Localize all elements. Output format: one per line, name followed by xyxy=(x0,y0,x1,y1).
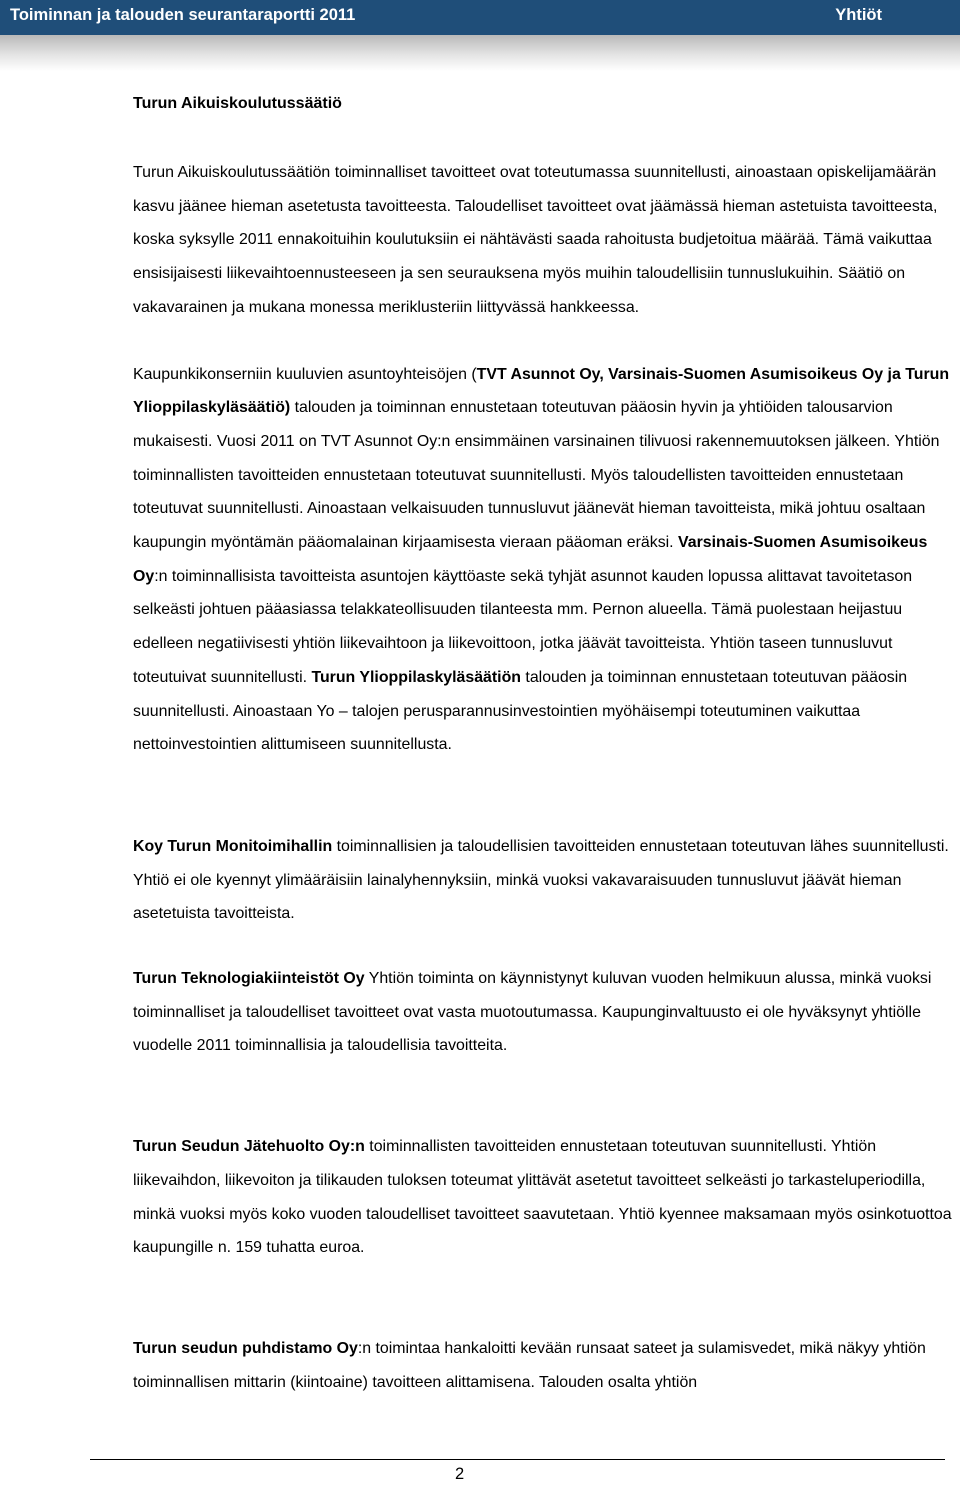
paragraph-asuntoyhteisot xyxy=(133,358,955,762)
text-run: Yhtiön toiminta on käynnistynyt kuluvan vuoden helmikuun alussa, minkä vuoksi toiminnalliset ja taloudelliset tavoitteet ovat vasta muotoutumassa. Kaupunginvaltuusto ei ole hyväksynyt yhtiölle vuodelle 2011 toiminnallisia ja taloudellisia tavoitteita. xyxy=(133,970,932,1055)
paragraph-jatehuolto xyxy=(133,1130,955,1265)
text-run: talouden ja toiminnan ennustetaan toteutuvan pääosin suunnitellusti. Ainoastaan Yo – talojen perusparannusinvestointien myöhäisempi toteutuminen vaikuttaa nettoinvestointien alittumiseen suunnitellusta. xyxy=(133,668,908,754)
company-name-bold: TVT Asunnot Oy, Varsinais-Suomen Asumisoikeus Oy ja Turun Ylioppilaskyläsäätiö) xyxy=(133,365,950,417)
footer-divider xyxy=(90,1459,945,1460)
paragraph-aikuiskoulutus xyxy=(133,156,955,325)
document-body xyxy=(133,92,955,1399)
company-name-bold: Varsinais-Suomen Asumisoikeus Oy xyxy=(133,534,928,585)
paragraph-puhdistamo xyxy=(133,1332,955,1399)
page-number: 2 xyxy=(455,1465,465,1483)
section-title: Yhtiöt xyxy=(835,6,882,24)
text-run: Turun Aikuiskoulutussäätiön toiminnalliset tavoitteet ovat toteutumassa suunnitellusti, ainoastaan opiskelijamäärän kasvu jäänee hieman asetetusta tavoitteesta. Taloudelliset tavoitteet ovat jäämässä hieman astetuista tavoitteesta, koska syksylle 2011 ennakoituihin koulutuksiin ei nähtävästi saada rahoitusta budjetoitua määrää. Tämä vaikuttaa ensisijaisesti liikevaihtoennusteeseen ja sen seurauksena myös muihin taloudellisiin tunnuslukuihin. Säätiö on vakavarainen ja mukana monessa meriklusteriin liittyvässä hankkeessa. xyxy=(133,164,938,316)
paragraph-monitoimihalli xyxy=(133,830,955,931)
company-name-bold: Turun seudun puhdistamo Oy xyxy=(133,1339,358,1357)
header-gradient-band xyxy=(0,35,960,71)
company-name-bold: Koy Turun Monitoimihallin xyxy=(133,837,333,855)
report-title: Toiminnan ja talouden seurantaraportti 2011 xyxy=(10,6,356,24)
text-run: toiminnallisien ja taloudellisien tavoitteiden ennustetaan toteutuvan lähes suunnitellusti. Yhtiö ei ole kyennyt ylimääräisiin lainalyhennyksiin, minkä vuoksi vakavaraisuuden tunnusluvut jäävät hieman asetetuista tavoitteista. xyxy=(133,837,949,923)
page-header xyxy=(0,0,960,35)
paragraph-teknologiakiinteistot xyxy=(133,962,955,1063)
company-name-bold: Turun Ylioppilaskyläsäätiön xyxy=(311,668,522,686)
text-run: :n toimintaa hankaloitti kevään runsaat sateet ja sulamisvedet, mikä näkyy yhtiön toiminnallisen mittarin (kiintoaine) tavoitteen alittamisena. Talouden osalta yhtiön xyxy=(133,1339,926,1391)
text-run: toiminnallisten tavoitteiden ennustetaan toteutuvan suunnitellusti. Yhtiön liikevaihdon, liikevoiton ja tilikauden tuloksen toteumat ylittävät asetetut tavoitteet selkeästi jo tarkasteluperiodilla, minkä vuoksi myös koko vuoden taloudelliset tavoitteet saavutetaan. Yhtiö kyennee maksamaan myös osinkotuottoa kaupungille n. 159 tuhatta euroa. xyxy=(133,1138,952,1257)
company-name-bold: Turun Teknologiakiinteistöt Oy xyxy=(133,970,365,988)
text-run: talouden ja toiminnan ennustetaan toteutuvan pääosin hyvin ja yhtiöiden talousarvion mukaisesti. Vuosi 2011 on TVT Asunnot Oy:n ensimmäinen varsinainen tilivuosi rakennemuutoksen jälkeen. Yhtiön toiminnallisten tavoitteiden ennustetaan toteutuvat suunnitellusti. Myös taloudellisten tavoitteiden ennustetaan toteutuvat suunnitellusti. Ainoastaan velkaisuuden tunnusluvut jäänevät hieman tavoitteista, mikä johtuu osaltaan kaupungin myöntämän pääomalainan kirjaamisesta vieraan pääoman eräksi. xyxy=(133,399,940,552)
section-heading: Turun Aikuiskoulutussäätiö xyxy=(133,95,342,112)
text-run: :n toiminnallisista tavoitteista asuntojen käyttöaste sekä tyhjät asunnot kauden lopussa alittavat tavoitetason selkeästi johtuen pääasiassa telakkateollisuuden tilanteesta mm. Pernon alueella. Tämä puolestaan heijastuu edelleen negatiivisesti yhtiön liikevaihtoon ja liikevoittoon, jotka jäävät tavoitteista. Yhtiön taseen tunnusluvut toteutuivat suunnitellusti. xyxy=(133,567,913,686)
text-run: Kaupunkikonserniin kuuluvien asuntoyhteisöjen ( xyxy=(133,365,477,383)
company-name-bold: Turun Seudun Jätehuolto Oy:n xyxy=(133,1138,365,1156)
